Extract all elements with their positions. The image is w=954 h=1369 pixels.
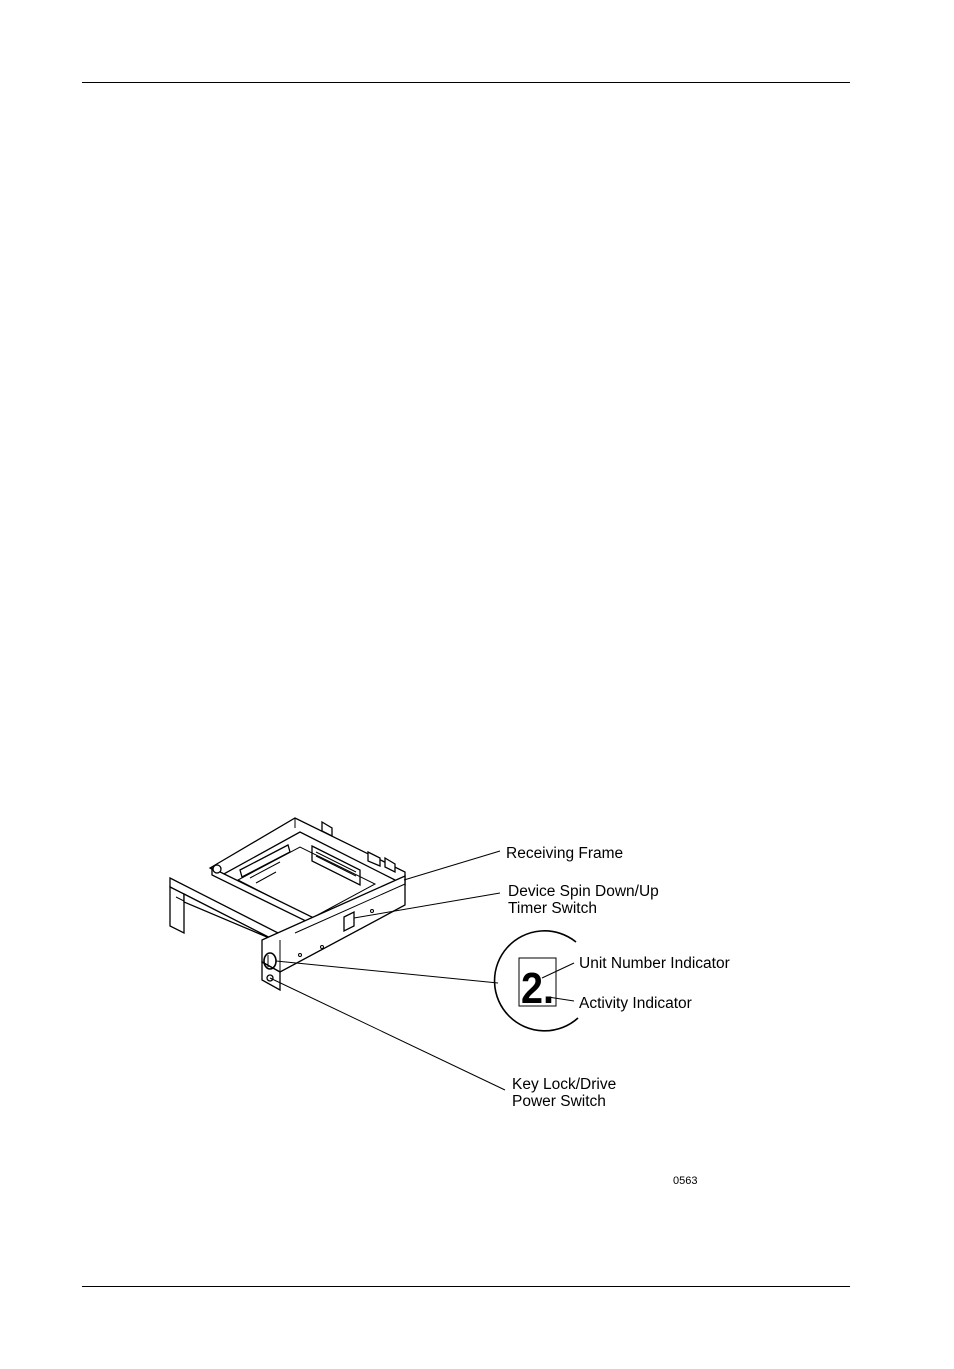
label-spin-timer-line1: Device Spin Down/Up: [508, 883, 659, 900]
indicator-digit: 2.: [521, 964, 554, 1013]
label-spin-timer-line2: Timer Switch: [508, 900, 597, 917]
leader-receiving-frame: [404, 851, 500, 880]
drive-carrier-illustration: [170, 818, 405, 990]
figure-number: 0563: [673, 1175, 698, 1187]
leader-indicator: [276, 961, 498, 983]
label-unit-number: Unit Number Indicator: [579, 955, 730, 972]
label-keylock-line2: Power Switch: [512, 1093, 606, 1110]
label-activity: Activity Indicator: [579, 995, 692, 1012]
label-receiving-frame: Receiving Frame: [506, 845, 624, 862]
label-keylock-line1: Key Lock/Drive: [512, 1076, 617, 1093]
leader-keylock: [270, 978, 505, 1090]
